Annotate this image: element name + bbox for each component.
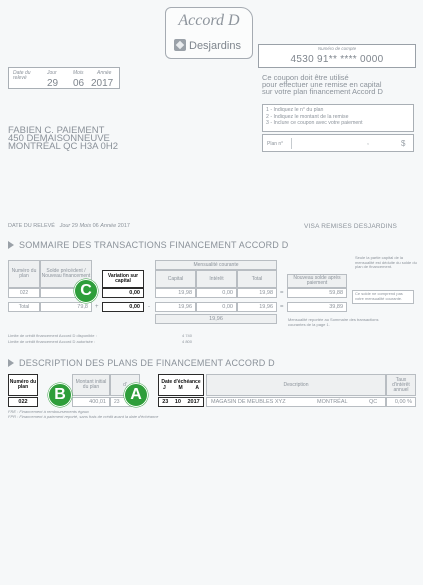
day-label: J <box>163 384 166 391</box>
header-plan-number: Numéro du plan <box>8 374 38 396</box>
plans-section-title <box>8 358 275 368</box>
due-date-value <box>158 397 204 407</box>
instruction-line: 3 - Inclure ce coupon avec votre paiement <box>266 120 363 126</box>
account-number: 4530 91** **** 0000 <box>290 54 384 65</box>
total-label: Total <box>8 302 40 312</box>
visa-product-name: VISA REMISES DESJARDINS <box>304 223 398 230</box>
header-interest-rate: Taux d'intérêt annuel <box>386 374 416 396</box>
total-capital: 19,96 <box>155 302 196 312</box>
account-number-label: Numéro de compte <box>317 46 357 51</box>
new-balance: 59,88 <box>287 288 347 298</box>
total-value: 19,98 <box>237 288 277 298</box>
badge-a: A <box>124 383 148 407</box>
limit-authorized-value: 4 800 <box>182 339 193 344</box>
badge-b: B <box>48 383 72 407</box>
summary-title-text: SOMMAIRE DES TRANSACTIONS FINANCEMENT ACCORD D <box>19 240 289 250</box>
jma-labels <box>163 386 199 391</box>
instruction-line: 2 - Indiquez le montant de la remise <box>266 113 349 120</box>
coupon-instructions <box>262 104 414 132</box>
header-new-balance: Nouveau solde après paiement <box>287 274 347 288</box>
statement-date-box <box>8 67 120 89</box>
due-year: 2017 <box>187 398 200 405</box>
statement-date-line <box>8 223 130 229</box>
merchant-city: MONTRÉAL <box>317 398 348 405</box>
header-plan-type: d' <box>110 374 140 396</box>
month-label: Mois <box>73 70 84 76</box>
plan-number-field[interactable] <box>262 134 414 152</box>
year-label: Année <box>100 223 117 229</box>
due-day: 23 <box>162 398 169 405</box>
limit-available-label: Limite de crédit financement Accord D disponible : <box>8 333 97 338</box>
header-description: Description <box>206 374 386 396</box>
account-number-box <box>258 44 416 68</box>
dollar-sign: $ <box>401 139 406 148</box>
coupon-line: pour effectuer une remise en capital <box>262 80 382 89</box>
month-value: 06 <box>73 78 85 89</box>
header-capital-variation: Variation sur capital <box>102 270 144 288</box>
plan-amount-field[interactable] <box>291 138 391 149</box>
due-month: 10 <box>174 398 181 405</box>
capital-variation: 0,00 <box>102 288 144 298</box>
equals-sign: = <box>280 290 284 296</box>
address-line: FABIEN C. PAIEMENT <box>8 125 105 136</box>
accord-d-logo <box>165 7 253 59</box>
triangle-bullet-icon <box>8 359 14 367</box>
total-total: 19,96 <box>237 302 277 312</box>
address-line: MONTRÉAL QC H3A 0H2 <box>8 141 118 152</box>
coupon-line: sur votre plan financement Accord D <box>262 87 383 96</box>
fre-note: FRE : Financement à remboursements égaux <box>8 409 89 414</box>
header-initial-amount: Montant initial du plan <box>72 374 110 396</box>
header-plan-number: Numéro du plan <box>8 260 40 288</box>
coupon-line: Ce coupon doit être utilisé <box>262 73 349 82</box>
year-value: 2017 <box>91 78 114 89</box>
customer-address <box>8 127 118 151</box>
interest-value: 0,00 <box>196 288 237 298</box>
month-label: Mois <box>79 223 92 229</box>
header-monthly-payment: Mensualité courante <box>155 260 277 270</box>
year-value: 2017 <box>117 223 130 229</box>
coupon-text <box>262 74 418 95</box>
due-date-label: Date d'échéance <box>161 378 201 385</box>
note-monthly-reported: Mensualité reportée au Sommaire des transactions courantes de la page 1. <box>288 317 379 327</box>
total-previous-balance: 79,8 <box>40 302 92 312</box>
logo-desjardins <box>174 39 248 53</box>
decimal-comma: , <box>367 139 369 146</box>
header-due-date <box>158 374 204 396</box>
header-interest: Intérêt <box>196 270 237 288</box>
note-capital-deducted: Seule la partie capital de la mensualité est déduite du solde du plan de financement. <box>355 255 417 270</box>
interest-rate: 0,00 % <box>386 397 416 407</box>
summary-section-title <box>8 240 288 250</box>
total-interest: 0,00 <box>196 302 237 312</box>
triangle-bullet-icon <box>8 241 14 249</box>
plus-sign: + <box>95 304 99 310</box>
minus-sign: - <box>148 304 150 310</box>
limit-authorized-label: Limite de crédit financement Accord D autorisée : <box>8 339 96 344</box>
plan-type-value: 23 <box>110 397 140 407</box>
fpr-note: FPR : Financement à paiement reporté, sans frais de crédit avant la date d'échéance <box>8 414 159 419</box>
monthly-sum: 19,96 <box>155 314 277 324</box>
desjardins-icon <box>174 39 186 51</box>
total-new-balance: 39,89 <box>287 302 347 312</box>
logo-desjardins-text: Desjardins <box>189 40 241 52</box>
merchant-name: MAGASIN DE MEUBLES XYZ <box>211 398 286 405</box>
total-capital-variation: 0,00 <box>102 302 144 312</box>
day-value: 29 <box>47 78 59 89</box>
statement-date-label: DATE DU RELEVÉ <box>8 223 55 229</box>
plan-number: 022 <box>8 288 40 298</box>
day-label: Jour <box>59 223 71 229</box>
note-balance-excludes: Ce solde ne comprend pas votre mensualité courante. <box>352 290 414 304</box>
header-previous-balance: Solde précédent / Nouveau financement <box>40 260 92 288</box>
plan-number: 022 <box>8 397 38 407</box>
logo-accord-text: Accord D <box>178 12 240 29</box>
capital-value: 19,98 <box>155 288 196 298</box>
merchant-province: QC <box>369 398 378 405</box>
initial-amount: 400,01 <box>72 397 110 407</box>
day-value: 29 <box>71 223 78 229</box>
year-label: Année <box>97 70 112 76</box>
plan-description <box>206 397 386 407</box>
day-label: Jour <box>47 70 57 76</box>
year-label: A <box>195 384 199 391</box>
header-capital: Capital <box>155 270 196 288</box>
header-total: Total <box>237 270 277 288</box>
month-label: M <box>178 384 183 391</box>
equals-sign: = <box>280 304 284 310</box>
address-line: 450 DEMAISONNEUVE <box>8 133 110 144</box>
limit-available-value: 4 740 <box>182 333 193 338</box>
date-label: Date du relevé <box>13 70 31 81</box>
instruction-line: 1 - Indiquez le n° du plan <box>266 107 324 113</box>
month-value: 06 <box>92 223 99 229</box>
plans-title-text: DESCRIPTION DES PLANS DE FINANCEMENT ACCORD D <box>19 358 275 368</box>
plan-number-label: Plan n° <box>267 141 284 147</box>
badge-c: C <box>74 279 98 303</box>
